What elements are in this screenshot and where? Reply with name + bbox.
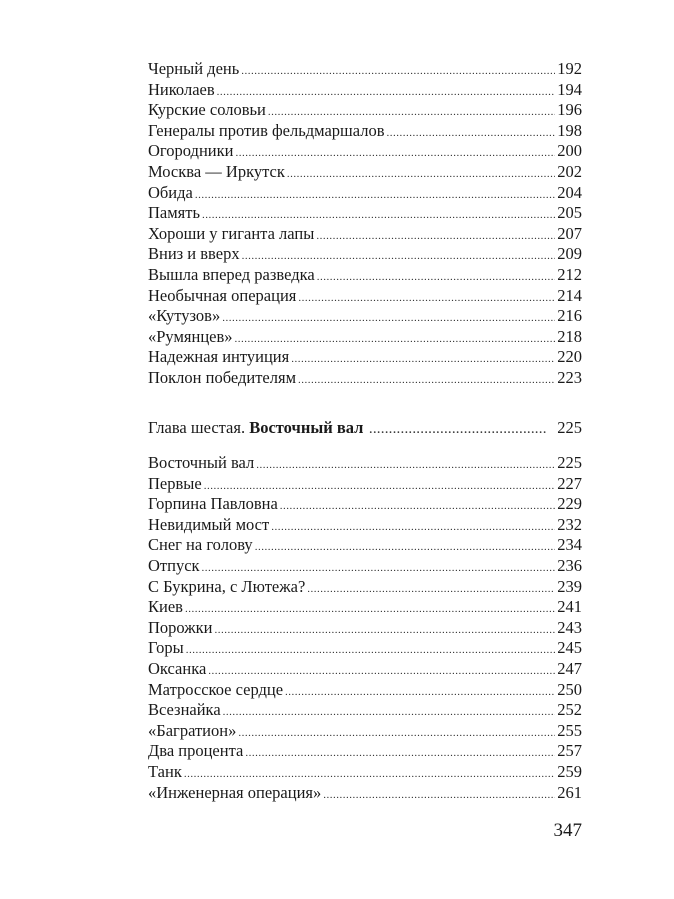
entry-title: Память	[148, 203, 201, 223]
leader-dots	[186, 640, 556, 661]
entry-title: Отпуск	[148, 555, 200, 575]
entry-title: «Багратион»	[148, 720, 237, 740]
leader-dots	[217, 82, 556, 103]
entry-title: «Кутузов»	[148, 306, 221, 326]
toc-entry	[148, 494, 582, 515]
leader-dots	[202, 205, 555, 226]
toc-entry	[148, 244, 582, 265]
entry-page: 200	[557, 141, 582, 161]
entry-page: 192	[557, 59, 582, 78]
entry-title: Горы	[148, 638, 184, 658]
toc-entry	[148, 453, 582, 474]
entry-title: Николаев	[148, 79, 215, 99]
entry-title: Невидимый мост	[148, 514, 270, 534]
toc-entry	[148, 680, 582, 701]
entry-title: Всезнайка	[148, 700, 221, 720]
toc-entry	[148, 347, 582, 368]
toc-entry	[148, 556, 582, 577]
entry-title: Киев	[148, 597, 183, 617]
leader-dots	[242, 246, 556, 267]
page-number: 347	[553, 820, 582, 841]
chapter-prefix: Глава шестая.	[148, 418, 246, 437]
toc-entry	[148, 741, 582, 762]
toc-entry	[148, 162, 582, 183]
leader-dots	[298, 370, 555, 391]
toc-entry	[148, 286, 582, 307]
entry-title: Надежная интуиция	[148, 347, 290, 367]
leader-dots	[307, 579, 555, 600]
leader-dots	[245, 743, 555, 764]
chapter-page: 225	[557, 418, 582, 437]
entry-title: Оксанка	[148, 658, 207, 678]
entry-page: 198	[557, 120, 582, 140]
leader-dots	[195, 185, 555, 206]
entry-page: 205	[557, 203, 582, 223]
entry-page: 196	[557, 100, 582, 120]
toc-entry	[148, 327, 582, 348]
toc-entry	[148, 638, 582, 659]
leader-dots	[255, 537, 556, 558]
entry-title: С Букрина, с Лютежа?	[148, 576, 306, 596]
toc-entry	[148, 659, 582, 680]
leader-dots	[202, 558, 556, 579]
entry-title: Два процента	[148, 741, 244, 761]
entry-page: 218	[557, 326, 582, 346]
leader-dots	[256, 455, 555, 476]
entry-page: 243	[557, 617, 582, 637]
entry-title: Хороши у гиганта лапы	[148, 223, 315, 243]
entry-title: Курские соловьи	[148, 100, 266, 120]
chapter-entry	[148, 418, 582, 439]
toc-entry	[148, 59, 582, 80]
toc-section-1	[148, 59, 582, 389]
toc-entry	[148, 306, 582, 327]
entry-title: Огородники	[148, 141, 234, 161]
leader-dots	[287, 164, 555, 185]
entry-page: 236	[557, 555, 582, 575]
entry-title: Танк	[148, 761, 182, 781]
toc-entry	[148, 515, 582, 536]
leader-dots	[316, 226, 555, 247]
toc-entry	[148, 721, 582, 742]
leader-dots	[268, 102, 555, 123]
entry-title: Вышла вперед разведка	[148, 264, 315, 284]
toc-entry	[148, 535, 582, 556]
entry-title: Горпина Павловна	[148, 494, 278, 514]
toc-entry	[148, 183, 582, 204]
entry-page: 229	[557, 494, 582, 514]
entry-title: Поклон победителям	[148, 367, 297, 387]
entry-page: 225	[557, 453, 582, 472]
entry-title: Вниз и вверх	[148, 244, 240, 264]
toc-entry	[148, 100, 582, 121]
leader-dots	[323, 785, 555, 806]
leader-dots	[298, 288, 555, 309]
chapter-title: Восточный вал	[249, 418, 364, 437]
entry-title: «Инженерная операция»	[148, 782, 322, 802]
leader-dots	[238, 723, 555, 744]
leader-dots	[204, 476, 556, 497]
leader-dots	[291, 349, 555, 370]
toc-entry	[148, 762, 582, 783]
entry-page: 247	[557, 658, 582, 678]
entry-page: 204	[557, 182, 582, 202]
toc-entry	[148, 700, 582, 721]
toc-entry	[148, 80, 582, 101]
entry-page: 259	[557, 761, 582, 781]
leader-dots	[387, 123, 556, 144]
leader-dots	[271, 517, 555, 538]
entry-title: Черный день	[148, 59, 240, 78]
entry-page: 220	[557, 347, 582, 367]
toc-entry	[148, 203, 582, 224]
leader-dots	[285, 682, 555, 703]
leader-dots	[280, 496, 555, 517]
entry-title: Матросское сердце	[148, 679, 284, 699]
entry-page: 212	[557, 264, 582, 284]
entry-title: Москва — Иркутск	[148, 161, 285, 181]
entry-page: 207	[557, 223, 582, 243]
leader-dots	[241, 61, 555, 82]
toc-entry	[148, 265, 582, 286]
entry-page: 223	[557, 367, 582, 387]
entry-page: 239	[557, 576, 582, 596]
leader-dots	[185, 599, 555, 620]
toc-entry	[148, 577, 582, 598]
entry-page: 209	[557, 244, 582, 264]
entry-page: 250	[557, 679, 582, 699]
leader-dots	[235, 143, 555, 164]
entry-title: Восточный вал	[148, 453, 255, 472]
toc-entry	[148, 783, 582, 804]
leader-dots	[223, 702, 556, 723]
toc-entry	[148, 618, 582, 639]
leader-dots	[208, 661, 555, 682]
entry-page: 255	[557, 720, 582, 740]
toc-section-2	[148, 453, 582, 803]
entry-page: 257	[557, 741, 582, 761]
toc-entry	[148, 141, 582, 162]
toc-entry	[148, 597, 582, 618]
entry-page: 227	[557, 473, 582, 493]
entry-page: 232	[557, 514, 582, 534]
chapter-heading	[148, 418, 582, 439]
entry-page: 261	[557, 782, 582, 802]
toc-entry	[148, 368, 582, 389]
entry-title: Обида	[148, 182, 193, 202]
entry-page: 194	[557, 79, 582, 99]
entry-page: 252	[557, 700, 582, 720]
entry-page: 234	[557, 535, 582, 555]
entry-title: «Румянцев»	[148, 326, 233, 346]
leader-dots	[369, 420, 547, 441]
entry-page: 245	[557, 638, 582, 658]
leader-dots	[222, 308, 555, 329]
leader-dots	[317, 267, 556, 288]
entry-title: Порожки	[148, 617, 213, 637]
entry-page: 241	[557, 597, 582, 617]
leader-dots	[235, 329, 556, 350]
entry-title: Снег на голову	[148, 535, 253, 555]
leader-dots	[215, 620, 556, 641]
entry-page: 214	[557, 285, 582, 305]
leader-dots	[184, 764, 555, 785]
entry-page: 202	[557, 161, 582, 181]
toc-entry	[148, 224, 582, 245]
entry-page: 216	[557, 306, 582, 326]
toc-entry	[148, 121, 582, 142]
entry-title: Первые	[148, 473, 202, 493]
entry-title: Генералы против фельдмаршалов	[148, 120, 385, 140]
toc-entry	[148, 474, 582, 495]
entry-title: Необычная операция	[148, 285, 297, 305]
